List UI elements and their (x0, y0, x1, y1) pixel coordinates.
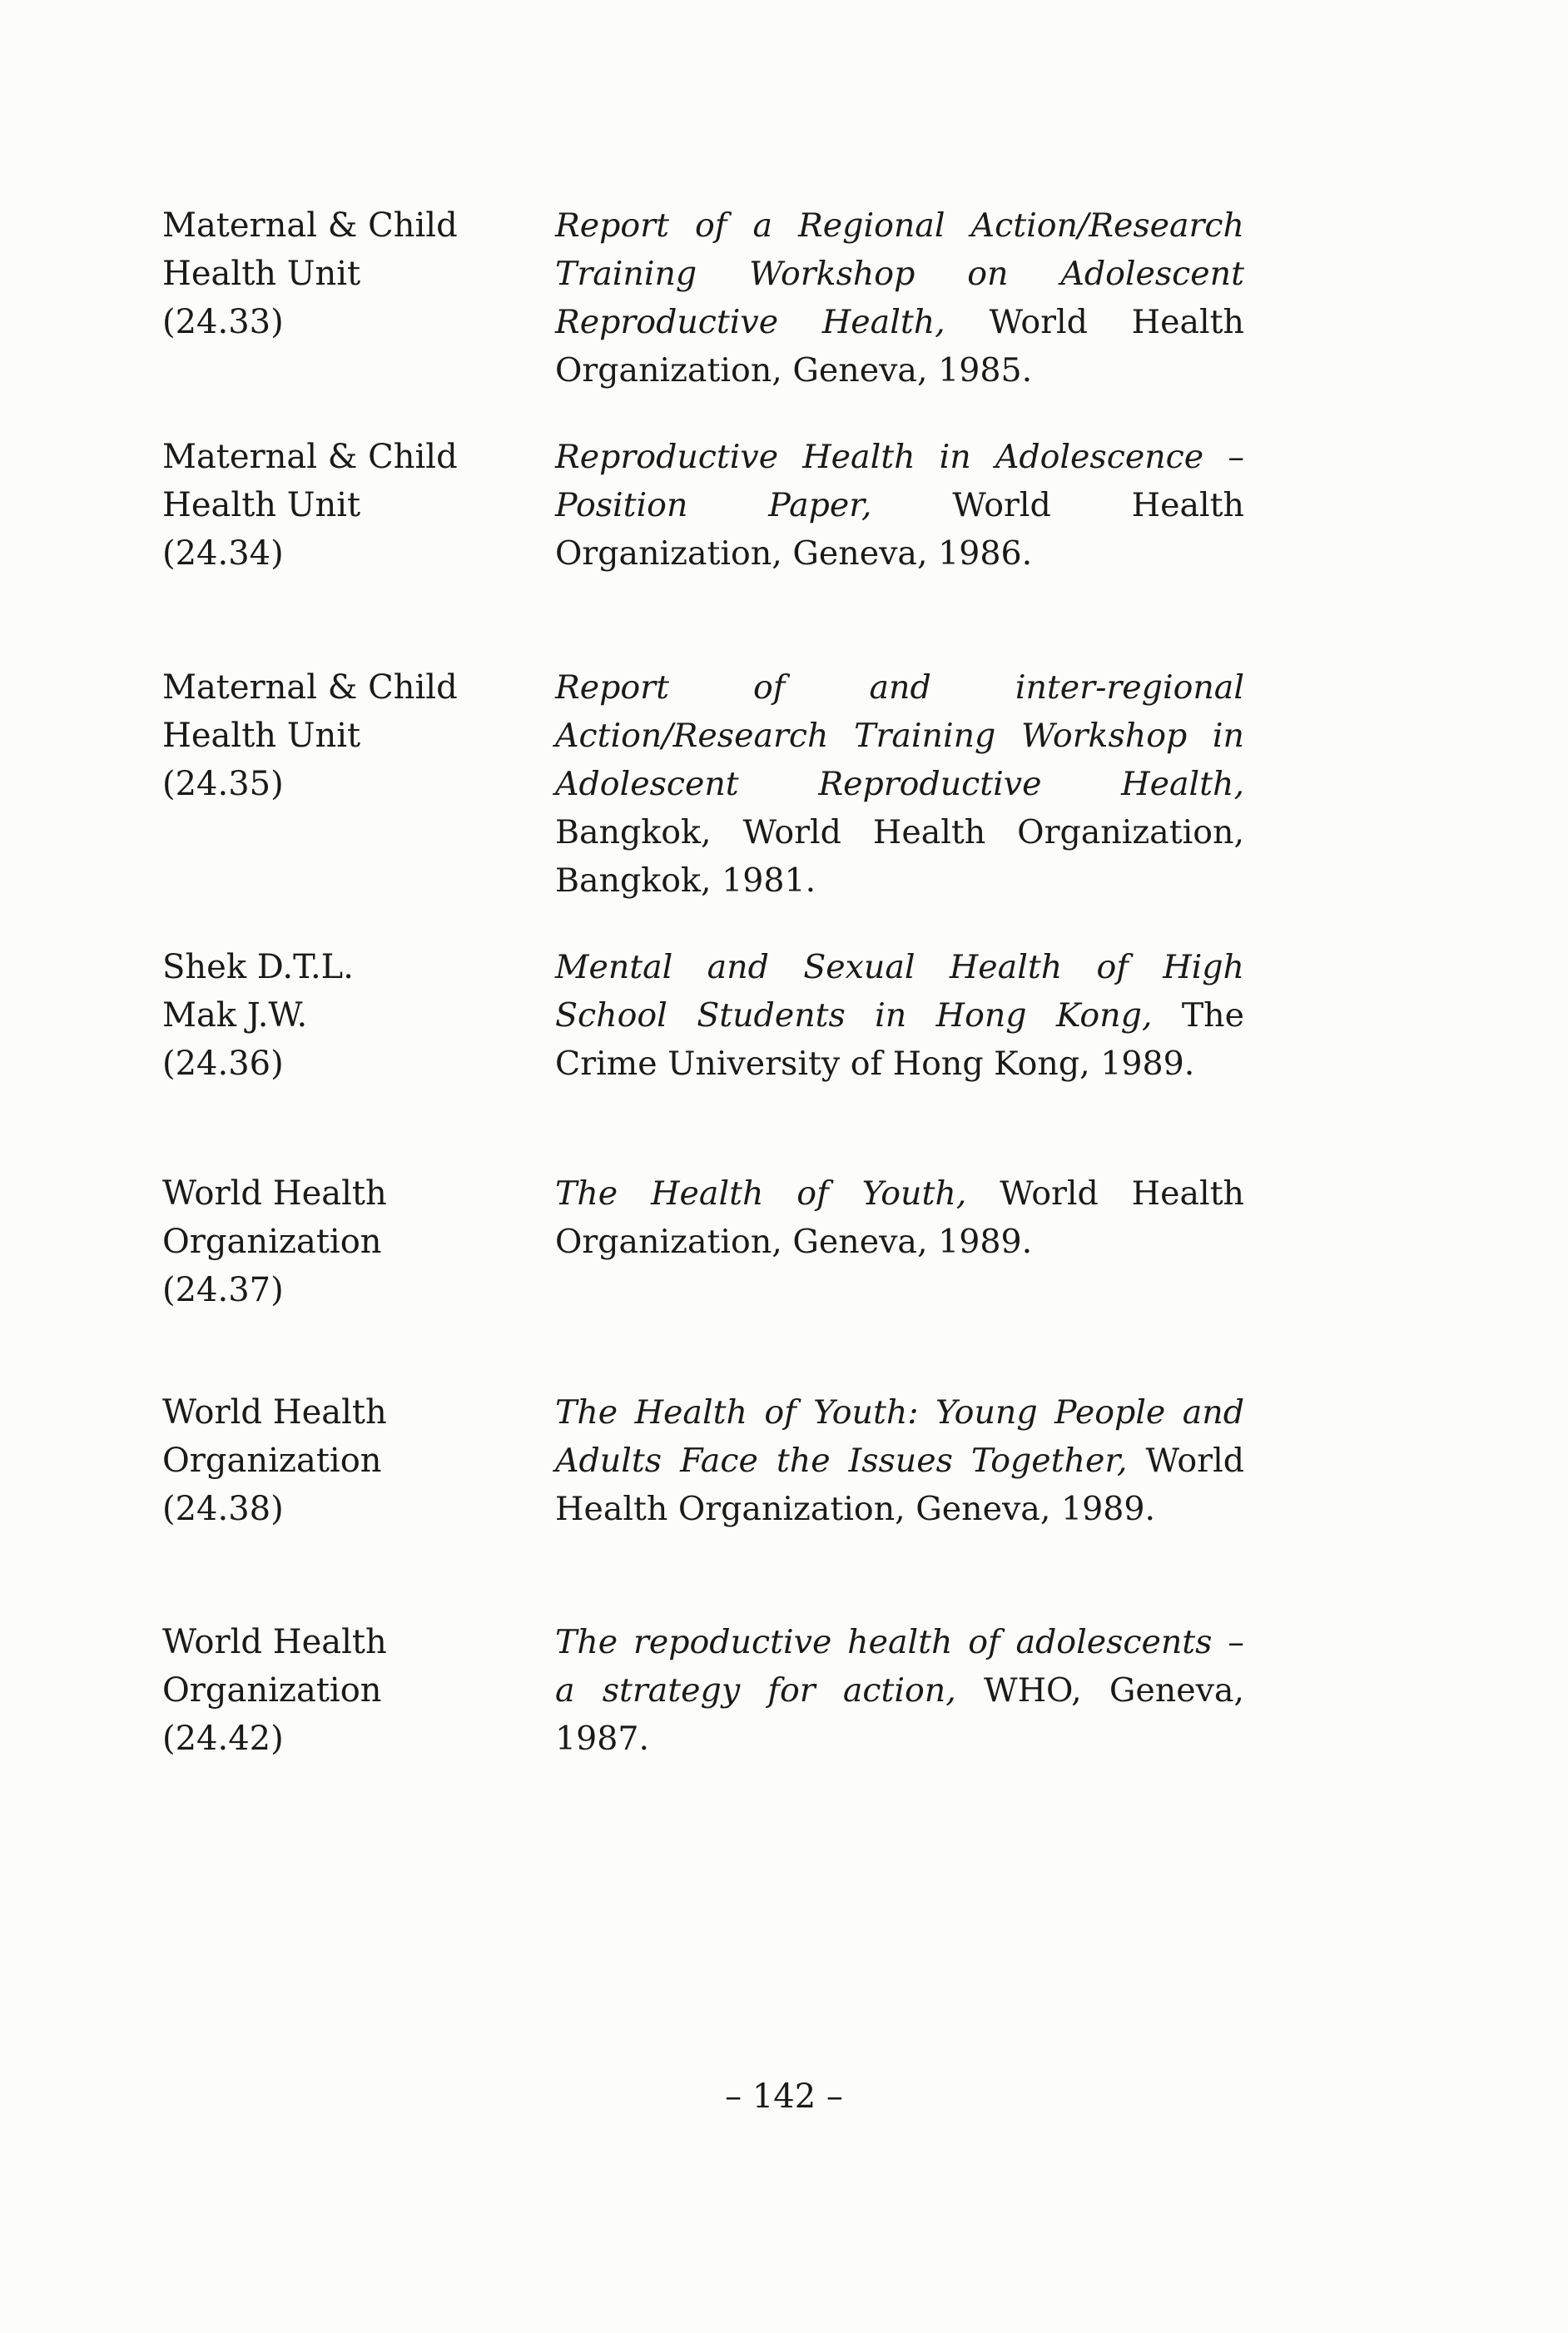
author-line: Health Unit (162, 486, 361, 524)
reference-title: Reproductive Health in Adolescence – Position Paper, (555, 438, 1244, 524)
reference-citation (555, 1169, 1244, 1266)
reference-citation (555, 433, 1244, 578)
reference-number: (24.33) (162, 303, 284, 341)
reference-author-block (162, 433, 512, 578)
reference-citation (555, 943, 1244, 1088)
reference-title: Report of a Regional Action/Research Training Workshop on Adolescent Reproductive Health, (555, 206, 1244, 341)
reference-title: Report of and inter-regional Action/Research Training Workshop in Adolescent Reproductive Health, (555, 668, 1244, 803)
reference-author-block (162, 1618, 512, 1763)
reference-citation (555, 1618, 1244, 1763)
author-line: World Health (162, 1623, 387, 1661)
reference-publisher: World Health Organization, Geneva, 1986. (555, 486, 1244, 573)
reference-number: (24.37) (162, 1271, 284, 1309)
reference-author-block (162, 663, 512, 808)
author-line: Maternal & Child (162, 438, 458, 476)
reference-citation (555, 663, 1244, 905)
reference-number: (24.35) (162, 765, 284, 803)
reference-publisher: WHO, Geneva, 1987. (555, 1671, 1244, 1758)
reference-publisher: World Health Organization, Geneva, 1989. (555, 1174, 1245, 1261)
reference-author-block (162, 1388, 512, 1533)
reference-title: Mental and Sexual Health of High School Students in Hong Kong, (555, 948, 1244, 1035)
reference-title: The Health of Youth, (555, 1174, 967, 1213)
reference-title: The repoductive health of adolescents – a strategy for action, (555, 1623, 1244, 1710)
reference-number: (24.34) (162, 534, 284, 573)
reference-number: (24.42) (162, 1720, 284, 1758)
author-line: Maternal & Child (162, 206, 458, 245)
author-line: Organization (162, 1671, 382, 1710)
reference-author-block (162, 201, 512, 346)
reference-number: (24.38) (162, 1490, 284, 1528)
reference-publisher: World Health Organization, Geneva, 1989. (555, 1442, 1244, 1528)
author-line: Health Unit (162, 717, 361, 755)
author-line: Health Unit (162, 255, 361, 293)
author-line: Organization (162, 1223, 382, 1261)
reference-publisher: Bangkok, World Health Organization, Bangkok, 1981. (555, 813, 1244, 900)
author-line: Maternal & Child (162, 668, 458, 707)
reference-citation (555, 1388, 1244, 1533)
author-line: Shek D.T.L. (162, 948, 354, 986)
reference-publisher: World Health Organization, Geneva, 1985. (555, 303, 1244, 390)
author-line: Mak J.W. (162, 996, 308, 1035)
reference-publisher: The Crime University of Hong Kong, 1989. (555, 996, 1245, 1083)
author-line: World Health (162, 1174, 387, 1213)
author-line: World Health (162, 1393, 387, 1432)
reference-title: The Health of Youth: Young People and Adults Face the Issues Together, (555, 1393, 1244, 1480)
author-line: Organization (162, 1442, 382, 1480)
reference-author-block (162, 943, 512, 1088)
reference-number: (24.36) (162, 1045, 284, 1083)
page-number: – 142 – (725, 2077, 843, 2116)
reference-citation (555, 201, 1244, 395)
reference-author-block (162, 1169, 512, 1314)
